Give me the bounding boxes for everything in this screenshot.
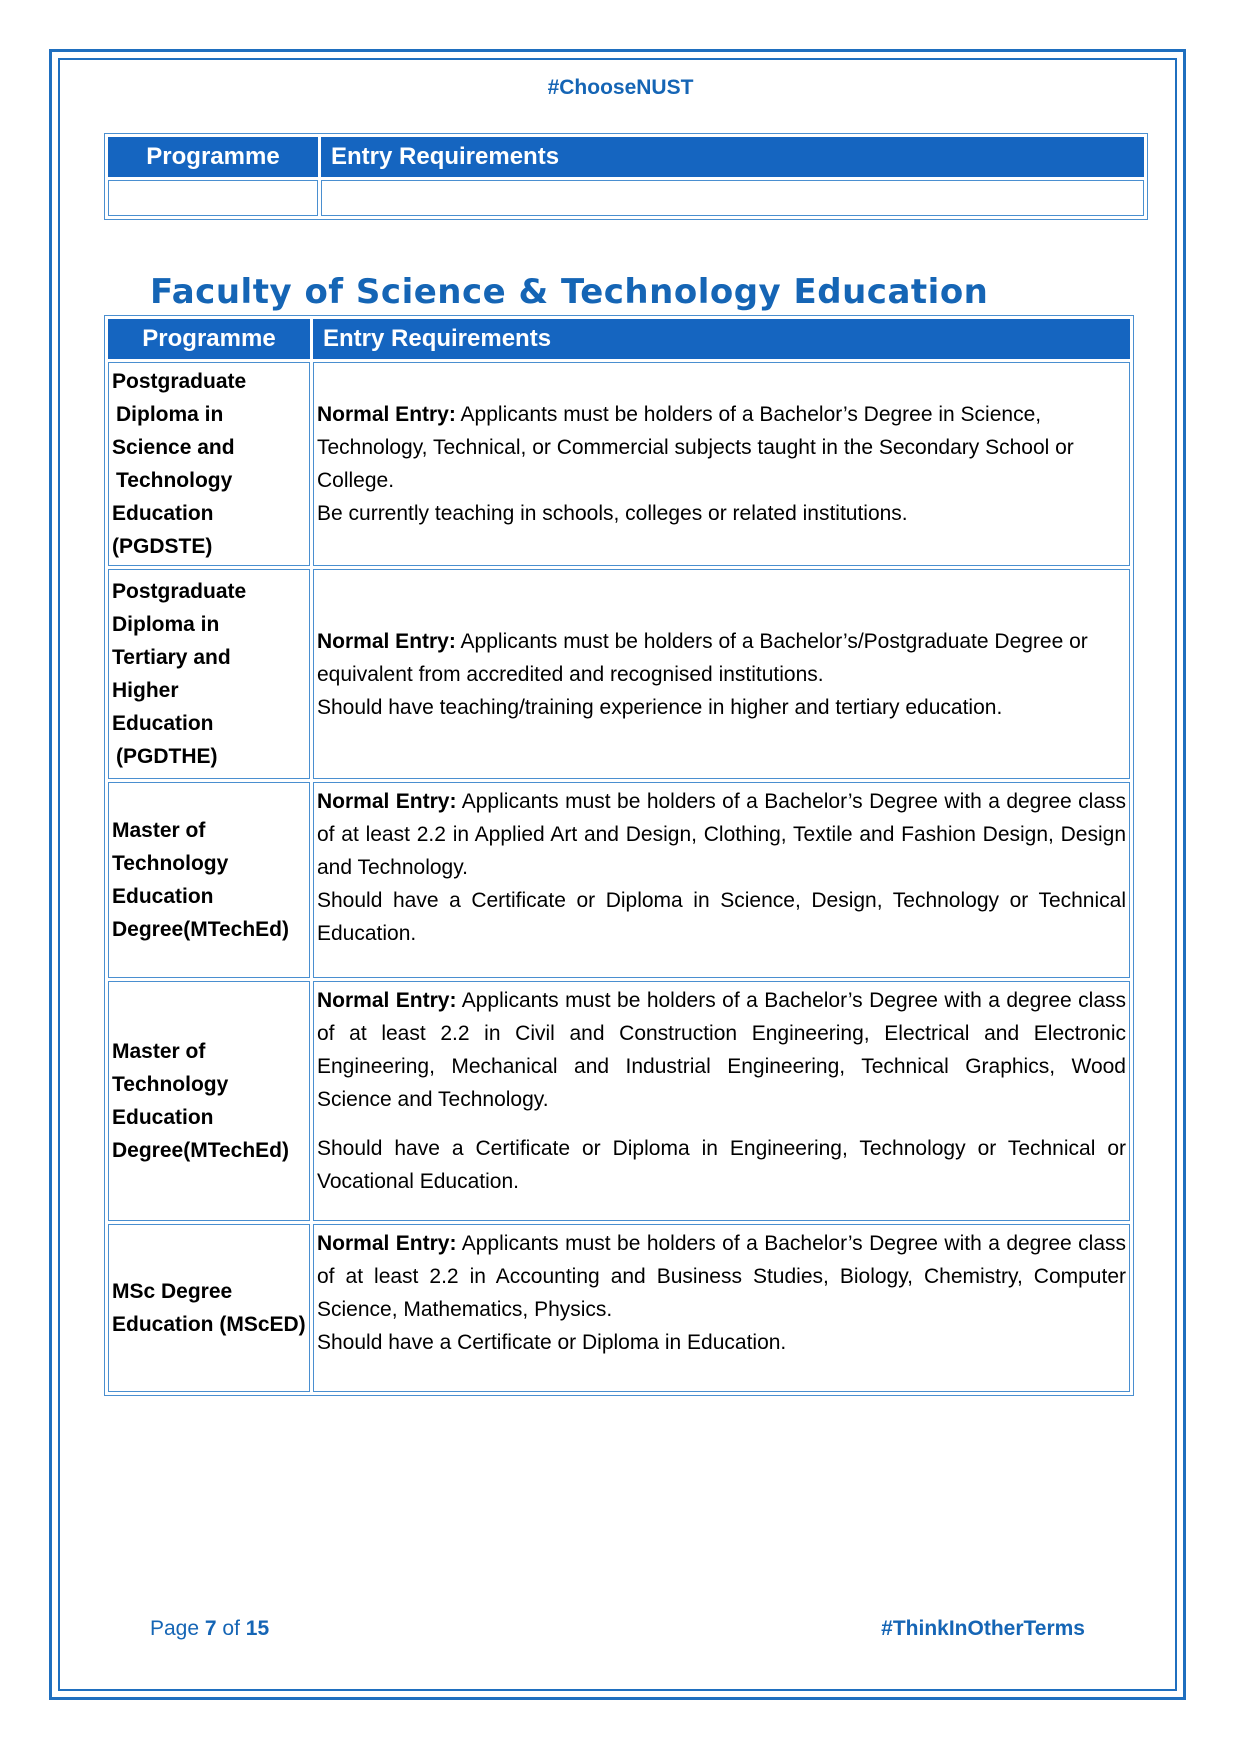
- table-header-row: [108, 319, 1130, 359]
- programme-cell: [108, 981, 310, 1221]
- programme-cell: [108, 1224, 310, 1392]
- table-row: [108, 569, 1130, 779]
- programme-line: Tertiary and: [112, 646, 231, 669]
- programme-line: Master of: [112, 1040, 206, 1063]
- programme-line: Education: [112, 502, 214, 525]
- empty-cell: [108, 180, 318, 216]
- programme-line: Postgraduate: [112, 370, 247, 393]
- requirement-text: Applicants must be holders of a Bachelor’s Degree with a degree class of at least 2.2 in Civil and Construction Engineering, Electrical and Electronic Engineering, Mechanical and Industrial Engineering, Technical Graphics, Wood Science and Technology.: [317, 989, 1126, 1111]
- table-row: [108, 782, 1130, 978]
- table-header-row: [108, 137, 1144, 177]
- column-header-programme: Programme: [108, 137, 318, 177]
- page-total: 15: [245, 1617, 270, 1640]
- programme-line: (PGDTHE): [116, 745, 218, 768]
- normal-entry-label: Normal Entry:: [317, 790, 457, 813]
- page-number: [150, 1617, 269, 1641]
- programme-line: Degree(MTechEd): [112, 918, 289, 941]
- normal-entry-label: Normal Entry:: [317, 989, 457, 1012]
- column-header-entry-requirements: Entry Requirements: [313, 319, 1130, 359]
- programme-cell: [108, 782, 310, 978]
- column-header-programme: Programme: [108, 319, 310, 359]
- requirements-cell: [313, 981, 1130, 1221]
- table-row: [108, 981, 1130, 1221]
- requirement-paragraph: [317, 785, 1126, 884]
- normal-entry-label: Normal Entry:: [317, 629, 456, 653]
- requirement-paragraph: [317, 1227, 1126, 1326]
- programme-line: Higher: [112, 679, 179, 702]
- programmes-table: [104, 315, 1134, 1396]
- requirement-text: Applicants must be holders of a Bachelor’s Degree with a degree class of at least 2.2 in Accounting and Business Studies, Biology, Chemistry, Computer Science, Mathematics, Physics.: [317, 1232, 1126, 1321]
- programme-cell: [108, 362, 310, 566]
- programme-line: Education: [112, 885, 214, 908]
- programme-line: Master of: [112, 819, 206, 842]
- section-title: Faculty of Science & Technology Education: [150, 272, 989, 312]
- requirement-text: Applicants must be holders of a Bachelor’s/Postgraduate Degree or equivalent from accredited and recognised institutions.: [317, 629, 1088, 686]
- table-row: [108, 1224, 1130, 1392]
- table-row: [108, 180, 1144, 216]
- page-current: 7: [204, 1617, 217, 1640]
- programme-line: Diploma in: [112, 613, 220, 636]
- programme-line: Science and: [112, 436, 235, 459]
- footer-hashtag: #ThinkInOtherTerms: [881, 1617, 1085, 1640]
- programme-line: Technology: [112, 852, 229, 875]
- programme-line: Diploma in: [116, 403, 224, 426]
- programme-line: Technology: [112, 1073, 229, 1096]
- requirements-cell: [313, 569, 1130, 779]
- programme-line: Degree(MTechEd): [112, 1139, 289, 1162]
- requirements-cell: [313, 362, 1130, 566]
- requirement-paragraph: [317, 984, 1126, 1116]
- requirement-paragraph: Should have teaching/training experience in higher and tertiary education.: [317, 695, 1003, 719]
- programme-line: Education (MScED): [112, 1313, 306, 1336]
- programme-line: Technology: [116, 469, 233, 492]
- requirement-paragraph: [317, 398, 1126, 497]
- requirement-paragraph: Should have a Certificate or Diploma in Science, Design, Technology or Technical Education.: [317, 889, 1126, 945]
- requirements-cell: [313, 1224, 1130, 1392]
- header-hashtag: #ChooseNUST: [547, 76, 694, 99]
- page-of: of: [216, 1617, 246, 1640]
- requirements-cell: [313, 782, 1130, 978]
- requirement-paragraph: [317, 625, 1126, 691]
- normal-entry-label: Normal Entry:: [317, 1232, 457, 1255]
- empty-cell: [321, 180, 1144, 216]
- programme-line: (PGDSTE): [112, 535, 213, 558]
- column-header-entry-requirements: Entry Requirements: [321, 137, 1144, 177]
- programme-line: MSc Degree: [112, 1280, 233, 1303]
- table-row: [108, 362, 1130, 566]
- programme-line: Education: [112, 1106, 214, 1129]
- programme-cell: [108, 569, 310, 779]
- requirement-paragraph: Should have a Certificate or Diploma in Engineering, Technology or Technical or Vocational Education.: [317, 1137, 1126, 1193]
- programme-line: Education: [112, 712, 214, 735]
- programme-line: Postgraduate: [112, 580, 247, 603]
- page-prefix: Page: [150, 1617, 205, 1640]
- normal-entry-label: Normal Entry:: [317, 403, 456, 426]
- requirement-paragraph: Should have a Certificate or Diploma in Education.: [317, 1331, 787, 1354]
- requirement-text: Applicants must be holders of a Bachelor’s Degree in Science, Technology, Technical, or Commercial subjects taught in the Secondary School or College.: [317, 403, 1074, 492]
- requirement-text: Applicants must be holders of a Bachelor’s Degree with a degree class of at least 2.2 in Applied Art and Design, Clothing, Textile and Fashion Design, Design and Technology.: [317, 790, 1126, 879]
- continued-table: [104, 133, 1148, 220]
- requirement-paragraph: Be currently teaching in schools, colleges or related institutions.: [317, 502, 908, 525]
